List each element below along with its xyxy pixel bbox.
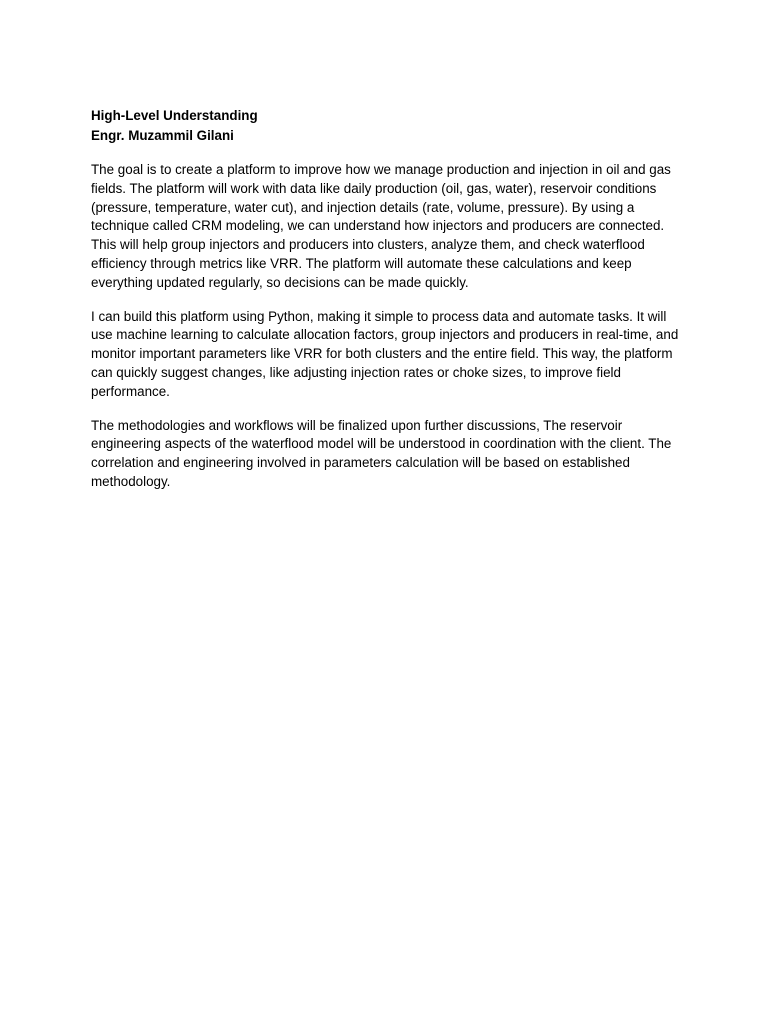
paragraph-implementation: I can build this platform using Python, making it simple to process data and automate tasks. It will use machine learning to calculate allocation factors, group injectors and producers in real-time, and monitor important parameters like VRR for both clusters and the entire field. This way, the platform can quickly suggest changes, like adjusting injection rates or choke sizes, to improve field performance. (91, 308, 679, 399)
document-header (91, 106, 681, 146)
paragraph-methodology: The methodologies and workflows will be finalized upon further discussions, The reservoir engineering aspects of the waterflood model will be understood in coordination with the client. The correlation and engineering involved in parameters calculation will be based on established methodology. (91, 417, 672, 489)
paragraph-goal: The goal is to create a platform to improve how we manage production and injection in oil and gas fields. The platform will work with data like daily production (oil, gas, water), reservoir conditions (pressure, temperature, water cut), and injection details (rate, volume, pressure). By using a technique called CRM modeling, we can understand how injectors and producers are connected. This will help group injectors and producers into clusters, analyze them, and check waterflood efficiency through metrics like VRR. The platform will automate these calculations and keep everything updated regularly, so decisions can be made quickly. (91, 162, 671, 290)
document-page (91, 106, 681, 507)
document-author: Engr. Muzammil Gilani (91, 128, 234, 143)
document-title: High-Level Understanding (91, 108, 258, 123)
